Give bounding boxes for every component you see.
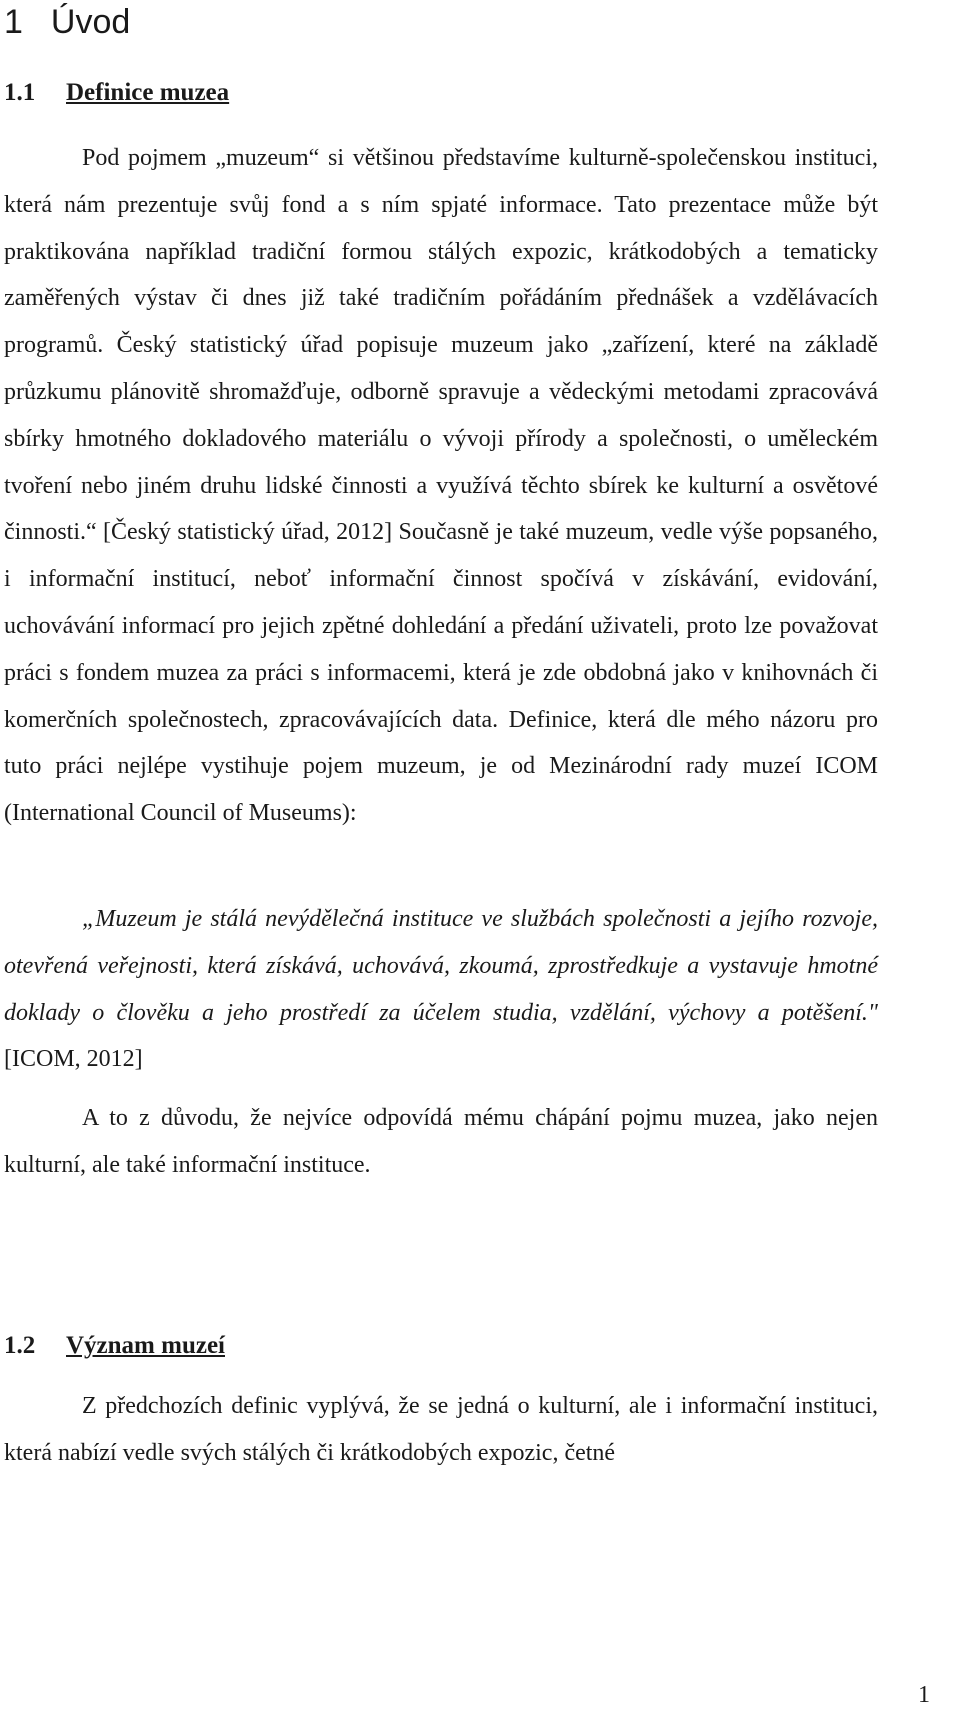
body-paragraph: Pod pojmem „muzeum“ si většinou představíme kulturně-společenskou instituci, která nám prezentuje svůj fond a s ním spjaté informace. Tato prezentace může být praktikována například tradiční formou stálých expozic, krátkodobých a tematicky zaměřených výstav či dnes již také tradičním pořádáním přednášek a vzdělávacích programů. Český statistický úřad popisuje muzeum jako „zařízení, které na základě průzkumu plánovitě shromažďuje, odborně spravuje a vědeckými metodami zpracovává sbírky hmotného dokladového materiálu o vývoji přírody a společnosti, o uměleckém tvoření nebo jiném druhu lidské činnosti a využívá těchto sbírek ke kulturní a osvětové činnosti.“ [Český statistický úřad, 2012] Současně je také muzeum, vedle výše popsaného, i informační institucí, neboť informační činnost spočívá v získávání, evidování, uchovávání informací pro jejich zpětné dohledání a předání uživateli, proto lze považovat práci s fondem muzea za práci s informacemi, která je zde obdobná jako v knihovnách či komerčních společnostech, zpracovávajících data. Definice, která dle mého názoru pro tuto práci nejlépe vystihuje pojem muzeum, je od Mezinárodní rady muzeí ICOM (International Council of Museums): bbox=[4, 145, 878, 827]
chapter-heading bbox=[4, 2, 130, 42]
quote-citation: [ICOM, 2012] bbox=[4, 1046, 143, 1073]
body-paragraph: Z předchozích definic vyplývá, že se jedná o kulturní, ale i informační instituci, která nabízí vedle svých stálých či krátkodobých expozic, četné bbox=[4, 1393, 878, 1466]
chapter-title: Úvod bbox=[50, 3, 131, 41]
icom-quote bbox=[4, 896, 878, 1083]
chapter-number: 1 bbox=[4, 3, 23, 41]
quote-text: „Muzeum je stálá nevýdělečná instituce ve službách společnosti a jejího rozvoje, otevřená veřejnosti, která získává, uchovává, zkoumá, zprostředkuje a vystavuje hmotné doklady o člověku a jeho prostředí za účelem studia, vzdělání, výchovy a potěšení." bbox=[4, 906, 878, 1026]
section-heading-1-2 bbox=[4, 1331, 225, 1361]
section-number: 1.2 bbox=[4, 1332, 36, 1359]
body-paragraph: A to z důvodu, že nejvíce odpovídá mému chápání pojmu muzea, jako nejen kulturní, ale také informační instituce. bbox=[4, 1105, 878, 1178]
section-title: Definice muzea bbox=[66, 79, 230, 106]
section-title: Význam muzeí bbox=[66, 1332, 225, 1359]
page-number: 1 bbox=[918, 1682, 930, 1708]
section-number: 1.1 bbox=[4, 79, 36, 106]
section-heading-1-1 bbox=[4, 78, 229, 108]
